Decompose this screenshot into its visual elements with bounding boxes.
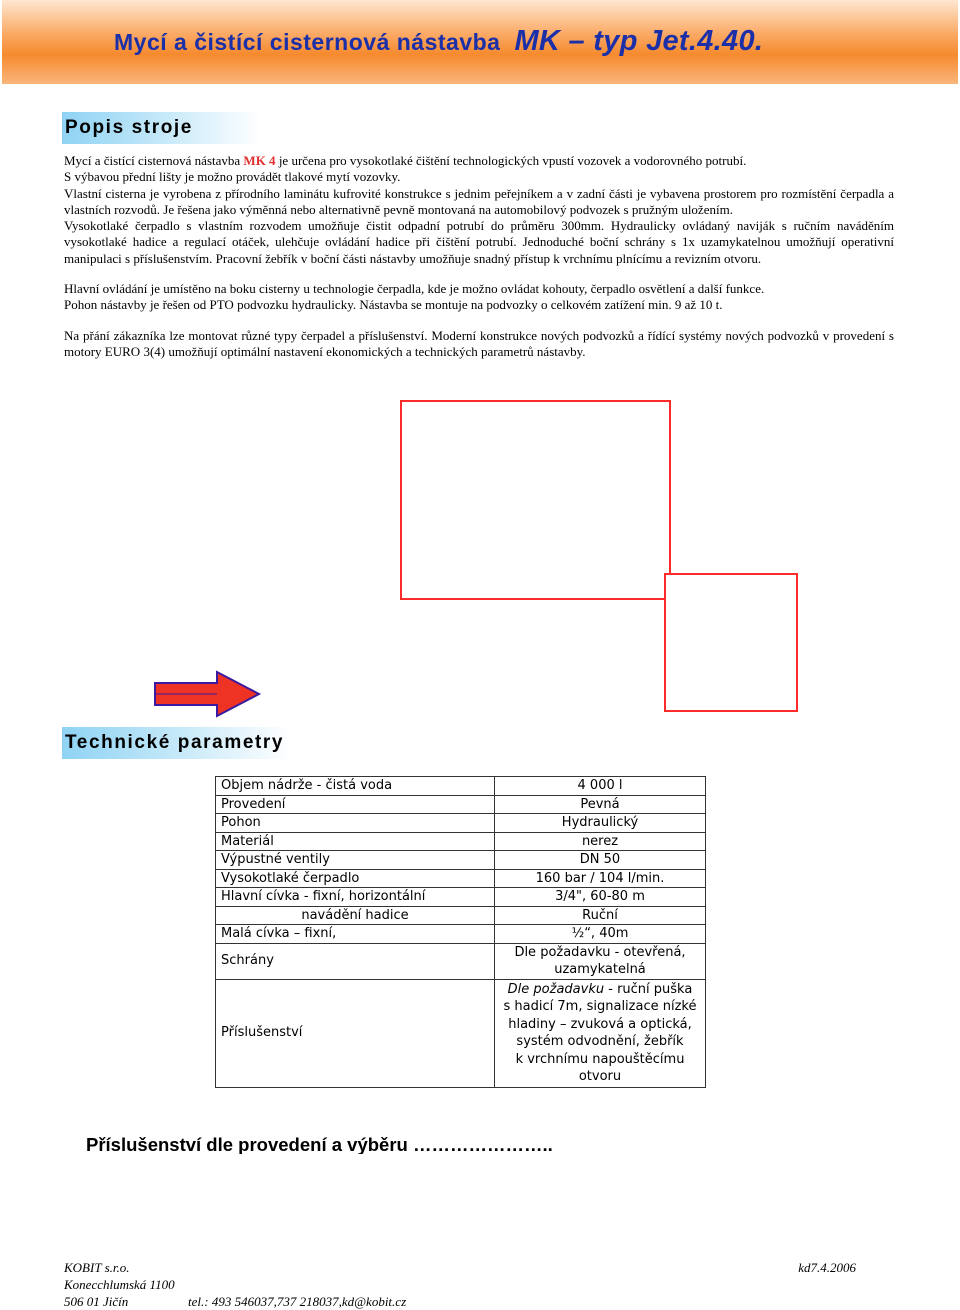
section-heading-description: Popis stroje [62, 112, 261, 144]
param-value [495, 943, 706, 979]
param-name: Objem nádrže - čistá voda [216, 777, 495, 796]
param-name: Materiál [216, 832, 495, 851]
value-line: Dle požadavku - otevřená, [514, 944, 686, 960]
value-line: s hadicí 7m, signalizace nízké [503, 999, 697, 1014]
param-value: Ruční [495, 906, 706, 925]
table-row [216, 832, 706, 851]
arrow-right-icon [153, 670, 263, 718]
footer [64, 1259, 864, 1310]
value-line [500, 981, 700, 999]
description-paragraph: Pohon nástavby je řešen od PTO podvozku hydraulicky. Nástavba se montuje na podvozky o celkovém zatížení min. 9 až 10 t. [64, 297, 723, 313]
param-value: ½“, 40m [495, 925, 706, 944]
param-value: 160 bar / 104 l/min. [495, 869, 706, 888]
table-row [216, 925, 706, 944]
table-row [216, 795, 706, 814]
param-value: DN 50 [495, 851, 706, 870]
param-name: Výpustné ventily [216, 851, 495, 870]
value-text: - ruční puška [604, 981, 693, 997]
mk-highlight: MK 4 [243, 153, 276, 168]
value-line: hladiny – zvuková a optická, [508, 1016, 692, 1032]
company-name: KOBIT s.r.o. [64, 1260, 130, 1275]
model-text: MK – typ Jet.4.40. [514, 25, 764, 57]
document-date: kd7.4.2006 [798, 1260, 856, 1275]
table-row [216, 851, 706, 870]
description-paragraph: Vysokotlaké čerpadlo s vlastním rozvodem umožňuje čistit odpadní potrubí do průměru 300mm. Hydraulicky ovládaný naviják s ručním naváděním vysokotlaké hadice a regulací otáček, ulehčuje ovládání hadice při čištění potrubí. Jednoduché boční schrány s 1x uzamykatelnou umožňují operativní manipulaci s příslušenstvím. Pracovní žebřík v boční části nástavby umožňuje snadný přístup k vrchnímu plnícímu a revizním otvoru. [64, 218, 894, 266]
table-row [216, 814, 706, 833]
table-row [216, 869, 706, 888]
table-row [216, 906, 706, 925]
description-block [64, 153, 894, 360]
value-italic: Dle požadavku [507, 981, 605, 997]
table-row [216, 979, 706, 1087]
param-name: Schrány [216, 943, 495, 979]
photo-frame-small [664, 573, 798, 712]
text: Mycí a čistící cisternová nástavba [64, 153, 244, 168]
description-paragraph: Vlastní cisterna je vyrobena z přírodního laminátu kufrovité konstrukce s jednim peřejníkem a v zadní části je vybavena prostorem pro rozmístění čerpadla a vlastních rozvodů. Je řešena jako výměnná nebo alternativně pevně montovaná na automobilový podvozek s pružným uložením. [64, 185, 894, 217]
header-banner [2, 0, 958, 84]
value-line: uzamykatelná [554, 962, 646, 977]
table-row [216, 777, 706, 796]
table-row [216, 888, 706, 907]
param-name: Vysokotlaké čerpadlo [216, 869, 495, 888]
company-contact: tel.: 493 546037,737 218037,kd@kobit.cz [188, 1294, 407, 1309]
param-name: Hlavní cívka - fixní, horizontální [216, 888, 495, 907]
param-value: Hydraulický [495, 814, 706, 833]
value-line: k vrchnímu napouštěcímu [515, 1051, 685, 1067]
description-paragraph: Na přání zákazníka lze montovat různé typy čerpadel a příslušenství. Moderní konstrukce nových podvozků a řídící systémy nových podvozků v provedení s motory EURO 3(4) umožňují optimální nastavení ekonomických a technických parametrů nástavby. [64, 327, 894, 359]
table-row [216, 943, 706, 979]
param-name: Pohon [216, 814, 495, 833]
page-title [114, 25, 763, 58]
accessories-heading: Příslušenství dle provedení a výběru ………………….. [86, 1134, 553, 1154]
param-name: Příslušenství [216, 979, 495, 1087]
param-name: Provedení [216, 795, 495, 814]
technical-parameters-table [215, 776, 706, 1088]
value-line: otvoru [578, 1069, 622, 1084]
company-city: 506 01 Jičín [64, 1294, 129, 1309]
photo-frame-large [400, 400, 671, 600]
param-value: Pevná [495, 795, 706, 814]
param-value: 4 000 l [495, 777, 706, 796]
company-street: Konecchlumská 1100 [64, 1277, 175, 1292]
param-value: nerez [495, 832, 706, 851]
param-name: navádění hadice [216, 906, 495, 925]
param-value [495, 979, 706, 1087]
description-paragraph: Hlavní ovládání je umístěno na boku cisterny u technologie čerpadla, kde je možno ovládat kohouty, čerpadlo osvětlení a další funkce. [64, 281, 765, 297]
param-value: 3/4", 60-80 m [495, 888, 706, 907]
title-text: Mycí a čistící cisternová nástavba [114, 29, 501, 55]
value-line: systém odvodnění, žebřík [516, 1034, 684, 1049]
description-paragraph: S výbavou přední lišty je možno provádět tlakové mytí vozovky. [64, 169, 401, 185]
text: je určena pro vysokotlaké čištění technologických vpustí vozovek a vodorovného potrubí. [275, 153, 747, 168]
param-name: Malá cívka – fixní, [216, 925, 495, 944]
description-paragraph [64, 153, 894, 169]
section-heading-parameters: Technické parametry [62, 727, 291, 759]
